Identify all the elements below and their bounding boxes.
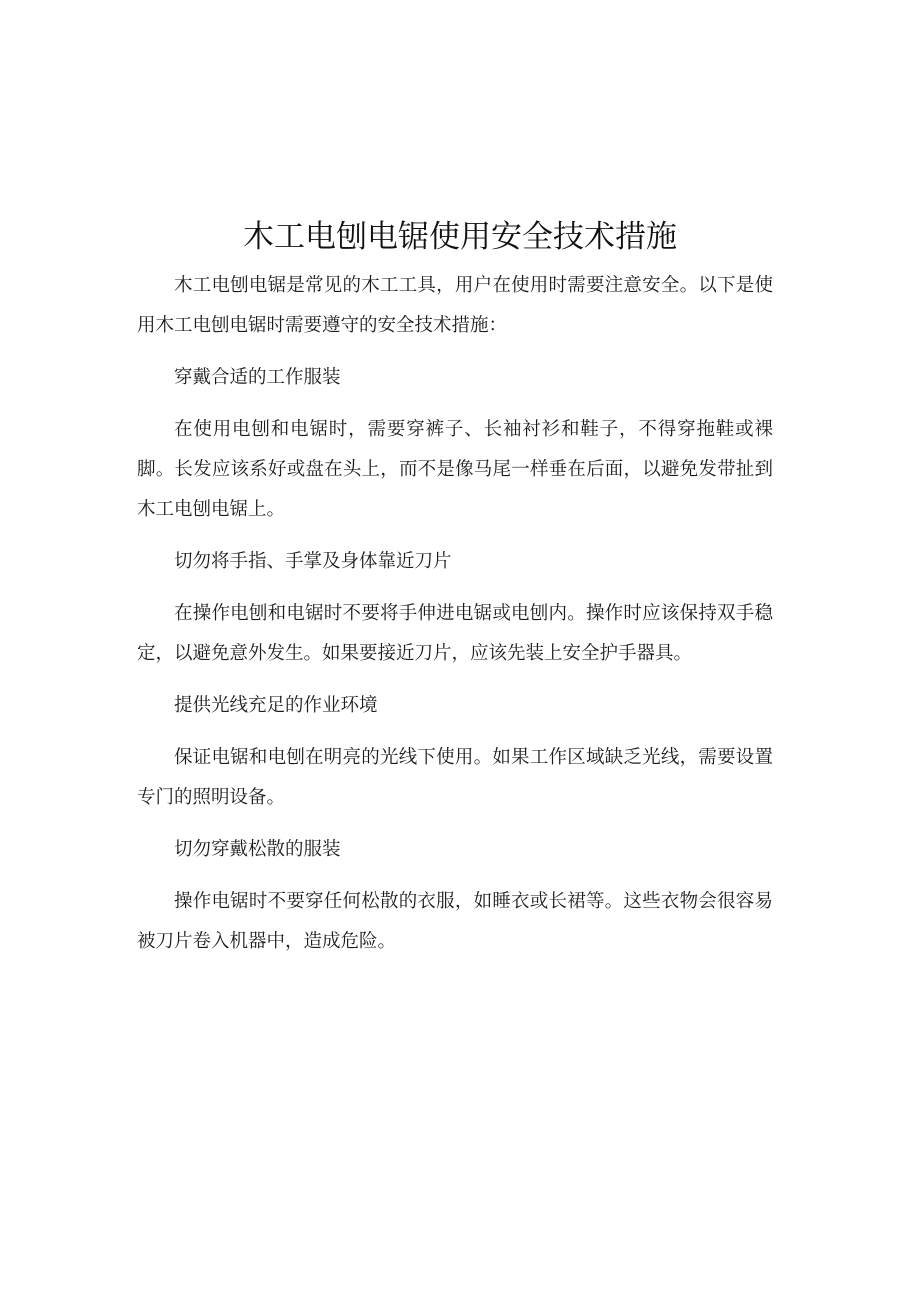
document-body: [137, 266, 773, 962]
section-heading-hands: 切勿将手指、手掌及身体靠近刀片: [174, 551, 452, 572]
page-title: 木工电刨电锯使用安全技术措施: [243, 219, 677, 255]
intro-paragraph: 木工电刨电锯是常见的木工工具，用户在使用时需要注意安全。以下是使用木工电刨电锯时需要遵守的安全技术措施：: [137, 275, 773, 336]
section-heading-clothing: 穿戴合适的工作服装: [174, 367, 341, 388]
hands-paragraph: 在操作电刨和电锯时不要将手伸进电锯或电刨内。操作时应该保持双手稳定，以避免意外发生。如果要接近刀片，应该先装上安全护手器具。: [137, 603, 773, 664]
section-heading-loose-clothing: 切勿穿戴松散的服装: [174, 839, 341, 860]
lighting-paragraph: 保证电锯和电刨在明亮的光线下使用。如果工作区域缺乏光线，需要设置专门的照明设备。: [137, 747, 773, 808]
clothing-paragraph: 在使用电刨和电锯时，需要穿裤子、长袖衬衫和鞋子，不得穿拖鞋或裸脚。长发应该系好或盘在头上，而不是像马尾一样垂在后面，以避免发带扯到木工电刨电锯上。: [137, 419, 773, 520]
loose-clothing-paragraph: 操作电锯时不要穿任何松散的衣服，如睡衣或长裙等。这些衣物会很容易被刀片卷入机器中，造成危险。: [137, 891, 773, 952]
section-heading-lighting: 提供光线充足的作业环境: [174, 695, 378, 716]
